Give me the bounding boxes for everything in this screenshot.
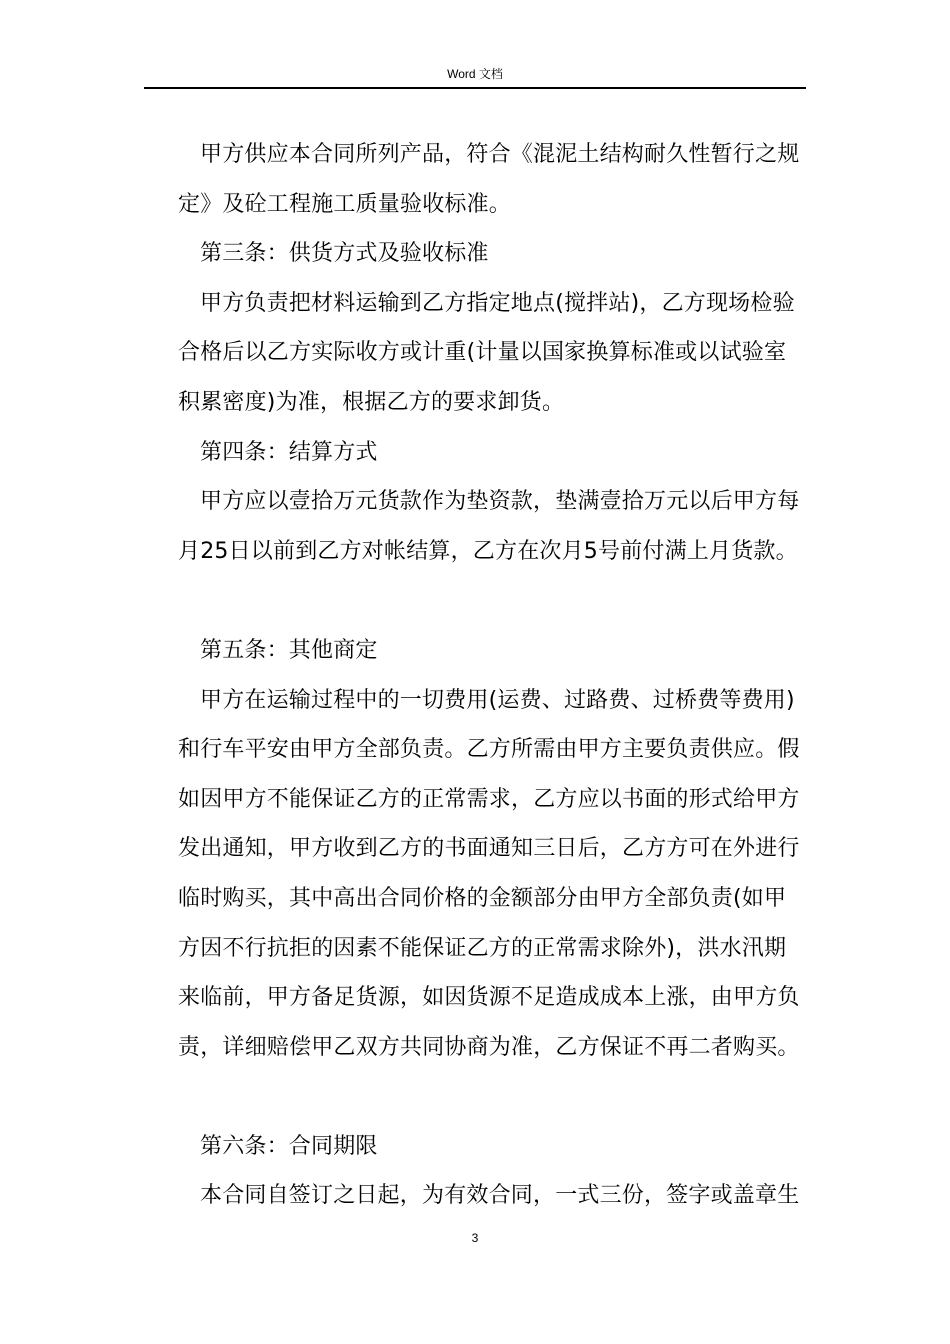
paragraph-spacer	[178, 1072, 808, 1122]
paragraph-contract-term: 本合同自签订之日起，为有效合同，一式三份，签字或盖章生	[200, 1183, 800, 1209]
document-body	[178, 130, 808, 1221]
paragraph-other-terms: 甲方在运输过程中的一切费用(运费、过路费、过桥费等费用)和行车平安由甲方全部负责。乙方所需由甲方主要负责供应。假如因甲方不能保证乙方的正常需求，乙方应以书面的形式给甲方发出通知，甲方收到乙方的书面通知三日后，乙方方可在外进行临时购买，其中高出合同价格的金额部分由甲方全部负责(如甲方因不行抗拒的因素不能保证乙方的正常需求除外)，洪水汛期来临前，甲方备足货源，如因货源不足造成成本上涨，由甲方负责，详细赔偿甲乙双方共同协商为准，乙方保证不再二者购买。	[178, 687, 800, 1060]
paragraph-delivery-acceptance: 甲方负责把材料运输到乙方指定地点(搅拌站)，乙方现场检验合格后以乙方实际收方或计重(计量以国家换算标准或以试验室积累密度)为准，根据乙方的要求卸货。	[178, 290, 795, 415]
section-heading-article-6: 第六条：合同期限	[200, 1133, 378, 1159]
header-divider	[144, 87, 806, 89]
paragraph-settlement: 甲方应以壹拾万元货款作为垫资款，垫满壹拾万元以后甲方每月25日以前到乙方对帐结算，乙方在次月5号前付满上月货款。	[178, 489, 800, 564]
paragraph-spacer	[178, 576, 808, 626]
section-heading-article-4: 第四条：结算方式	[200, 439, 378, 465]
section-heading-article-3: 第三条：供货方式及验收标准	[200, 241, 489, 267]
section-heading-article-5: 第五条：其他商定	[200, 637, 378, 663]
paragraph-product-standard: 甲方供应本合同所列产品，符合《混泥土结构耐久性暂行之规定》及砼工程施工质量验收标准。	[178, 142, 800, 217]
page-header: Word 文档	[447, 67, 503, 81]
page-number: 3	[471, 1231, 479, 1245]
